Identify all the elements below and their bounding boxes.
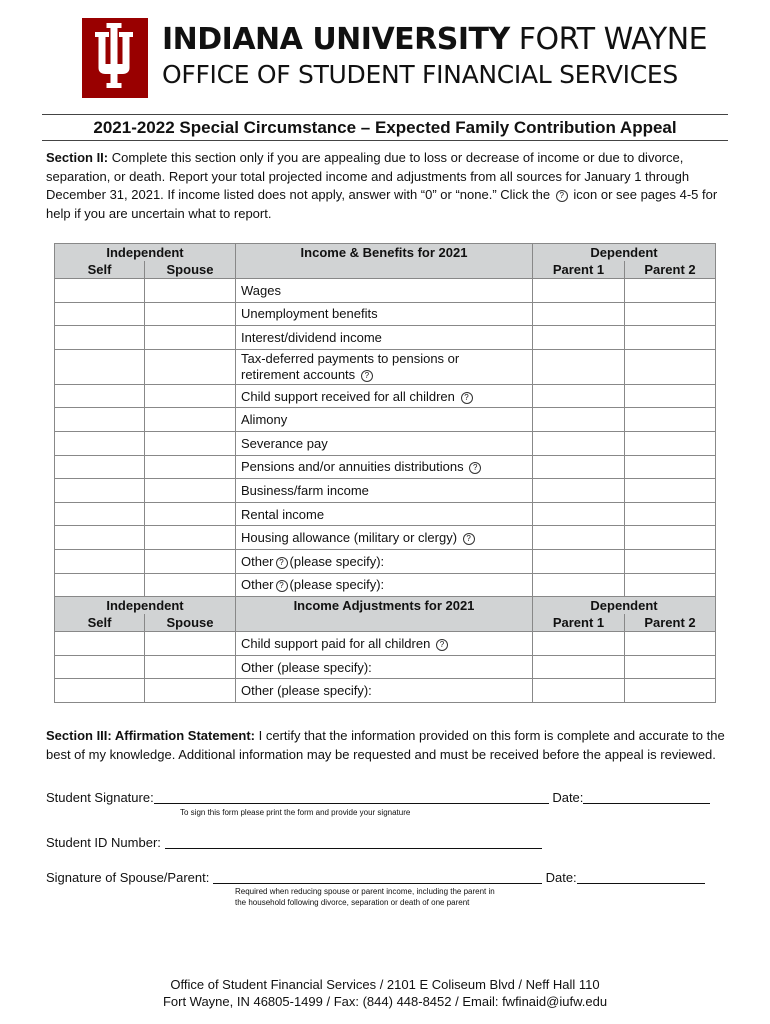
row-label: Housing allowance (military or clergy) ? [236,526,533,550]
table-row [55,431,716,455]
row-label: Tax-deferred payments to pensions or retirement accounts ? [236,349,533,384]
parent2-input[interactable] [625,549,716,573]
table-row [55,632,716,656]
office-name: OFFICE OF STUDENT FINANCIAL SERVICES [162,60,678,89]
student-date-field[interactable] [583,803,710,804]
table-row [55,655,716,679]
parent1-input[interactable] [533,632,625,656]
row-label: Other (please specify): [236,655,533,679]
row-label: Child support paid for all children ? [236,632,533,656]
independent-header: Independent [55,244,236,262]
table-row [55,573,716,597]
row-label: Rental income [236,502,533,526]
table-row [55,349,716,384]
table-row [55,526,716,550]
row-label: Interest/dividend income [236,326,533,350]
parent2-input[interactable] [625,479,716,503]
spouse-parent-date-field[interactable] [577,883,705,884]
table-row [55,502,716,526]
table-row [55,279,716,303]
table-subheader-row [55,614,716,632]
iu-trident-logo [82,18,148,98]
self-input[interactable] [55,549,145,573]
parent2-input[interactable] [625,384,716,408]
parent2-input[interactable] [625,455,716,479]
spouse-input[interactable] [145,632,236,656]
parent2-input[interactable] [625,408,716,432]
university-name: INDIANA UNIVERSITY FORT WAYNE [162,22,708,57]
parent1-input[interactable] [533,408,625,432]
section-2-heading: Section II: [46,150,109,165]
row-label: Alimony [236,408,533,432]
parent1-input[interactable] [533,502,625,526]
income-adjustments-header: Income Adjustments for 2021 [236,597,533,615]
spouse-input[interactable] [145,326,236,350]
parent1-input[interactable] [533,326,625,350]
spouse-input[interactable] [145,408,236,432]
row-label: Business/farm income [236,479,533,503]
spouse-input[interactable] [145,384,236,408]
student-signature-field[interactable] [154,803,549,804]
parent2-input[interactable] [625,526,716,550]
parent2-input[interactable] [625,502,716,526]
table-header-row [55,597,716,615]
self-input[interactable] [55,573,145,597]
table-row [55,326,716,350]
spouse-parent-signature-field[interactable] [213,883,542,884]
trident-icon [82,18,148,98]
income-table [54,243,716,703]
table-subheader-row [55,261,716,279]
spouse-input[interactable] [145,655,236,679]
section-3-affirmation: Section III: Affirmation Statement: I certify that the information provided on this form is complete and accurate to the best of my knowledge. Additional information may be requested and must be received before the appeal is reviewed. [46,728,725,762]
spouse-input[interactable] [145,573,236,597]
spouse-input[interactable] [145,679,236,703]
self-input[interactable] [55,408,145,432]
dependent-header: Dependent [533,597,716,615]
self-input[interactable] [55,279,145,303]
row-label: Severance pay [236,431,533,455]
help-icon[interactable]: ? [276,557,288,569]
row-label: Unemployment benefits [236,302,533,326]
self-header: Self [55,614,145,632]
spouse-header: Spouse [145,614,236,632]
help-icon[interactable]: ? [436,639,448,651]
parent1-header: Parent 1 [533,614,625,632]
self-input[interactable] [55,455,145,479]
student-signature-note: To sign this form please print the form and provide your signature [180,808,411,817]
row-label: Pensions and/or annuities distributions ? [236,455,533,479]
spouse-input[interactable] [145,279,236,303]
row-label: Other ? (please specify): [236,549,533,573]
spouse-input[interactable] [145,549,236,573]
spouse-header: Spouse [145,261,236,279]
parent2-input[interactable] [625,349,716,384]
spouse-input[interactable] [145,302,236,326]
help-icon[interactable]: ? [361,370,373,382]
self-input[interactable] [55,384,145,408]
parent2-input[interactable] [625,431,716,455]
self-input[interactable] [55,502,145,526]
table-row [55,455,716,479]
parent1-input[interactable] [533,479,625,503]
spouse-parent-note: Required when reducing spouse or parent income, including the parent in the household following divorce, separation or death of one parent [235,887,495,907]
parent1-input[interactable] [533,679,625,703]
parent2-input[interactable] [625,279,716,303]
table-header-row [55,244,716,262]
spouse-input[interactable] [145,479,236,503]
spouse-input[interactable] [145,349,236,384]
parent2-input[interactable] [625,326,716,350]
independent-header: Independent [55,597,236,615]
row-label: Other (please specify): [236,679,533,703]
parent1-input[interactable] [533,526,625,550]
self-input[interactable] [55,349,145,384]
parent1-input[interactable] [533,302,625,326]
parent2-input[interactable] [625,573,716,597]
income-benefits-header: Income & Benefits for 2021 [236,244,533,262]
parent2-input[interactable] [625,632,716,656]
student-id-line: Student ID Number: [46,835,542,850]
self-input[interactable] [55,431,145,455]
parent1-input[interactable] [533,573,625,597]
spouse-input[interactable] [145,502,236,526]
parent2-header: Parent 2 [625,261,716,279]
spouse-parent-signature-line: Signature of Spouse/Parent: Date: [46,870,705,885]
title-top-rule [42,114,728,115]
title-bottom-rule [42,140,728,141]
section-3-heading: Section III: Affirmation Statement: [46,728,255,743]
help-icon[interactable]: ? [461,392,473,404]
student-signature-line: Student Signature: Date: [46,790,710,805]
help-icon[interactable]: ? [463,533,475,545]
table-row [55,408,716,432]
help-icon[interactable]: ? [276,580,288,592]
dependent-header: Dependent [533,244,716,262]
parent1-input[interactable] [533,455,625,479]
spouse-input[interactable] [145,455,236,479]
section-2-instructions: Section II: Complete this section only if you are appealing due to loss or decrease of income or due to divorce, separation, or death. Report your total projected income and adjustments from all sources for January 1 through December 31, 2021. If income listed does not apply, answer with “0” or “none.” Click the ? icon or see pages 4-5 for help if you are uncertain what to report. [46,150,718,221]
parent1-input[interactable] [533,279,625,303]
self-header: Self [55,261,145,279]
table-row [55,679,716,703]
parent2-input[interactable] [625,679,716,703]
self-input[interactable] [55,655,145,679]
table-row [55,479,716,503]
parent1-input[interactable] [533,431,625,455]
parent2-input[interactable] [625,655,716,679]
parent2-input[interactable] [625,302,716,326]
parent1-input[interactable] [533,655,625,679]
footer-contact: Office of Student Financial Services / 2101 E Coliseum Blvd / Neff Hall 110 Fort Wayne, IN 46805-1499 / Fax: (844) 448-8452 / Email: fwfinaid@iufw.edu [162,977,608,1009]
self-input[interactable] [55,632,145,656]
table-row [55,302,716,326]
row-label: Child support received for all children ? [236,384,533,408]
student-id-field[interactable] [165,848,542,849]
self-input[interactable] [55,679,145,703]
row-label: Other ? (please specify): [236,573,533,597]
self-input[interactable] [55,302,145,326]
parent1-header: Parent 1 [533,261,625,279]
help-icon: ? [556,190,568,202]
parent1-input[interactable] [533,549,625,573]
table-row [55,549,716,573]
row-label: Wages [236,279,533,303]
parent1-input[interactable] [533,384,625,408]
spouse-input[interactable] [145,526,236,550]
table-row [55,384,716,408]
help-icon[interactable]: ? [469,462,481,474]
spouse-input[interactable] [145,431,236,455]
page-title: 2021-2022 Special Circumstance – Expected Family Contribution Appeal [93,118,677,137]
self-input[interactable] [55,479,145,503]
self-input[interactable] [55,326,145,350]
parent2-header: Parent 2 [625,614,716,632]
self-input[interactable] [55,526,145,550]
parent1-input[interactable] [533,349,625,384]
